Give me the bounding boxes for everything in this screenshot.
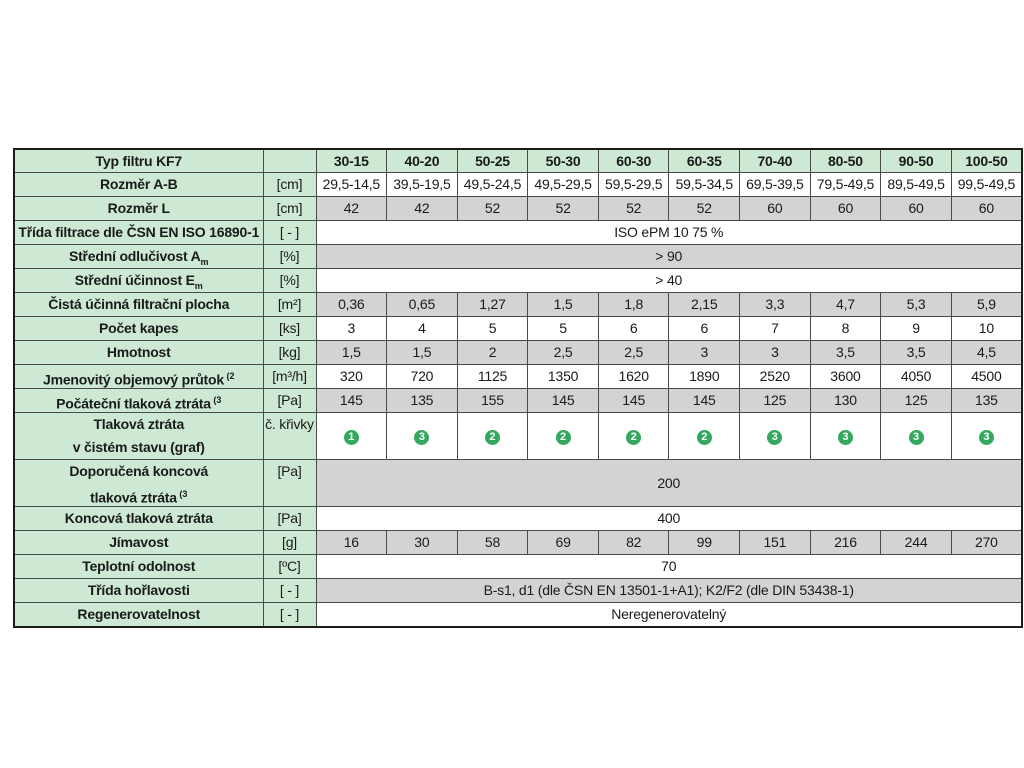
cell-value: 320 <box>316 364 387 388</box>
cell-value: 42 <box>387 196 458 220</box>
cell-value: 130 <box>810 388 881 412</box>
cell-value: 151 <box>740 530 811 554</box>
merged-value-cell: Neregenerovatelný <box>316 602 1022 627</box>
table-row <box>14 268 1022 292</box>
cell-value: 3 <box>316 316 387 340</box>
filter-spec-table <box>13 148 1023 628</box>
curve-number-cell <box>669 412 740 459</box>
curve-number-cell <box>598 412 669 459</box>
cell-value: 30 <box>387 530 458 554</box>
curve-number-badge: 2 <box>485 430 500 445</box>
table-row <box>14 412 1022 459</box>
cell-value: 60 <box>951 196 1022 220</box>
cell-value: 49,5-29,5 <box>528 172 599 196</box>
cell-value: 69 <box>528 530 599 554</box>
row-unit: [kg] <box>263 340 316 364</box>
curve-number-badge: 2 <box>556 430 571 445</box>
cell-value: 1,27 <box>457 292 528 316</box>
cell-value: 1620 <box>598 364 669 388</box>
merged-value-cell: > 40 <box>316 268 1022 292</box>
cell-value: 42 <box>316 196 387 220</box>
table-title-cell: Typ filtru KF7 <box>14 149 263 172</box>
column-header: 90-50 <box>881 149 952 172</box>
cell-value: 4,5 <box>951 340 1022 364</box>
row-label: Střední účinnost $E_m$ <box>14 268 263 292</box>
curve-number-badge: 3 <box>909 430 924 445</box>
row-label: Regenerovatelnost <box>14 602 263 627</box>
curve-number-cell <box>457 412 528 459</box>
cell-value: 4 <box>387 316 458 340</box>
table-row <box>14 530 1022 554</box>
column-header: 100-50 <box>951 149 1022 172</box>
cell-value: 135 <box>387 388 458 412</box>
cell-value: 0,65 <box>387 292 458 316</box>
cell-value: 29,5-14,5 <box>316 172 387 196</box>
curve-number-badge: 2 <box>626 430 641 445</box>
merged-value-cell: 70 <box>316 554 1022 578</box>
row-unit: [ºC] <box>263 554 316 578</box>
cell-value: 52 <box>457 196 528 220</box>
row-unit: [Pa] <box>263 506 316 530</box>
row-unit: [g] <box>263 530 316 554</box>
row-unit: [ks] <box>263 316 316 340</box>
column-header: 30-15 <box>316 149 387 172</box>
table-body <box>14 149 1022 627</box>
cell-value: 1125 <box>457 364 528 388</box>
cell-value: 69,5-39,5 <box>740 172 811 196</box>
cell-value: 5,3 <box>881 292 952 316</box>
row-label: Rozměr A-B <box>14 172 263 196</box>
row-label: Tlaková ztráta v čistém stavu (graf) <box>14 412 263 459</box>
row-label: Rozměr L <box>14 196 263 220</box>
cell-value: 16 <box>316 530 387 554</box>
cell-value: 10 <box>951 316 1022 340</box>
cell-value: 49,5-24,5 <box>457 172 528 196</box>
column-header: 50-25 <box>457 149 528 172</box>
unit-header-cell <box>263 149 316 172</box>
cell-value: 52 <box>528 196 599 220</box>
cell-value: 60 <box>881 196 952 220</box>
table-row <box>14 459 1022 506</box>
column-header: 40-20 <box>387 149 458 172</box>
row-label: Teplotní odolnost <box>14 554 263 578</box>
cell-value: 145 <box>669 388 740 412</box>
cell-value: 3600 <box>810 364 881 388</box>
curve-number-cell <box>810 412 881 459</box>
row-unit: [ - ] <box>263 602 316 627</box>
row-label: Třída filtrace dle ČSN EN ISO 16890-1 <box>14 220 263 244</box>
merged-value-cell: 400 <box>316 506 1022 530</box>
cell-value: 125 <box>740 388 811 412</box>
cell-value: 79,5-49,5 <box>810 172 881 196</box>
column-header: 70-40 <box>740 149 811 172</box>
row-label: Střední odlučivost $A_m$ <box>14 244 263 268</box>
row-unit: [ - ] <box>263 220 316 244</box>
cell-value: 2,15 <box>669 292 740 316</box>
cell-value: 1350 <box>528 364 599 388</box>
cell-value: 60 <box>810 196 881 220</box>
column-header: 80-50 <box>810 149 881 172</box>
table-row <box>14 172 1022 196</box>
row-unit: [m³/h] <box>263 364 316 388</box>
row-label: Jímavost <box>14 530 263 554</box>
cell-value: 89,5-49,5 <box>881 172 952 196</box>
cell-value: 7 <box>740 316 811 340</box>
cell-value: 3 <box>669 340 740 364</box>
row-unit: [m²] <box>263 292 316 316</box>
cell-value: 3 <box>740 340 811 364</box>
row-unit: [%] <box>263 268 316 292</box>
row-unit: [%] <box>263 244 316 268</box>
cell-value: 2520 <box>740 364 811 388</box>
cell-value: 5 <box>457 316 528 340</box>
cell-value: 8 <box>810 316 881 340</box>
cell-value: 3,5 <box>810 340 881 364</box>
cell-value: 4500 <box>951 364 1022 388</box>
merged-value-cell: B-s1, d1 (dle ČSN EN 13501-1+A1); K2/F2 (dle DIN 53438-1) <box>316 578 1022 602</box>
cell-value: 2,5 <box>528 340 599 364</box>
table-row <box>14 316 1022 340</box>
cell-value: 9 <box>881 316 952 340</box>
table-row <box>14 364 1022 388</box>
cell-value: 0,36 <box>316 292 387 316</box>
cell-value: 720 <box>387 364 458 388</box>
merged-value-cell: > 90 <box>316 244 1022 268</box>
table-row <box>14 244 1022 268</box>
row-unit: [Pa] <box>263 388 316 412</box>
cell-value: 2 <box>457 340 528 364</box>
table-row <box>14 340 1022 364</box>
curve-number-cell <box>316 412 387 459</box>
row-label: Koncová tlaková ztráta <box>14 506 263 530</box>
cell-value: 6 <box>669 316 740 340</box>
column-header: 50-30 <box>528 149 599 172</box>
table-row <box>14 554 1022 578</box>
row-unit: [Pa] <box>263 459 316 506</box>
cell-value: 2,5 <box>598 340 669 364</box>
row-label: Počáteční tlaková ztráta $^{(3}$ <box>14 388 263 412</box>
curve-number-badge: 2 <box>697 430 712 445</box>
cell-value: 155 <box>457 388 528 412</box>
cell-value: 52 <box>669 196 740 220</box>
header-row <box>14 149 1022 172</box>
column-header: 60-30 <box>598 149 669 172</box>
row-label: Čistá účinná filtrační plocha <box>14 292 263 316</box>
cell-value: 99,5-49,5 <box>951 172 1022 196</box>
curve-number-badge: 1 <box>344 430 359 445</box>
cell-value: 244 <box>881 530 952 554</box>
curve-number-badge: 3 <box>414 430 429 445</box>
cell-value: 1,8 <box>598 292 669 316</box>
cell-value: 58 <box>457 530 528 554</box>
cell-value: 1890 <box>669 364 740 388</box>
row-label: Jmenovitý objemový průtok $^{(2}$ <box>14 364 263 388</box>
curve-number-badge: 3 <box>767 430 782 445</box>
curve-number-cell <box>387 412 458 459</box>
row-unit: [ - ] <box>263 578 316 602</box>
cell-value: 216 <box>810 530 881 554</box>
cell-value: 6 <box>598 316 669 340</box>
row-label: Třída hořlavosti <box>14 578 263 602</box>
cell-value: 145 <box>316 388 387 412</box>
curve-number-badge: 3 <box>979 430 994 445</box>
cell-value: 99 <box>669 530 740 554</box>
table-row <box>14 602 1022 627</box>
curve-number-cell <box>881 412 952 459</box>
column-header: 60-35 <box>669 149 740 172</box>
row-label: Doporučená koncová tlaková ztráta $^{(3}$ <box>14 459 263 506</box>
table-row <box>14 578 1022 602</box>
cell-value: 3,3 <box>740 292 811 316</box>
cell-value: 39,5-19,5 <box>387 172 458 196</box>
cell-value: 125 <box>881 388 952 412</box>
cell-value: 5 <box>528 316 599 340</box>
cell-value: 135 <box>951 388 1022 412</box>
curve-number-cell <box>951 412 1022 459</box>
cell-value: 270 <box>951 530 1022 554</box>
cell-value: 145 <box>528 388 599 412</box>
cell-value: 60 <box>740 196 811 220</box>
table-row <box>14 506 1022 530</box>
table-row <box>14 292 1022 316</box>
cell-value: 4050 <box>881 364 952 388</box>
merged-value-cell: ISO ePM 10 75 % <box>316 220 1022 244</box>
cell-value: 59,5-29,5 <box>598 172 669 196</box>
cell-value: 1,5 <box>316 340 387 364</box>
table-row <box>14 196 1022 220</box>
curve-number-cell <box>740 412 811 459</box>
merged-value-cell: 200 <box>316 459 1022 506</box>
cell-value: 52 <box>598 196 669 220</box>
cell-value: 59,5-34,5 <box>669 172 740 196</box>
cell-value: 5,9 <box>951 292 1022 316</box>
row-label: Hmotnost <box>14 340 263 364</box>
cell-value: 1,5 <box>387 340 458 364</box>
row-unit: [cm] <box>263 172 316 196</box>
curve-number-badge: 3 <box>838 430 853 445</box>
cell-value: 1,5 <box>528 292 599 316</box>
cell-value: 145 <box>598 388 669 412</box>
table-row <box>14 388 1022 412</box>
row-unit: č. křivky <box>263 412 316 459</box>
table-row <box>14 220 1022 244</box>
cell-value: 3,5 <box>881 340 952 364</box>
cell-value: 4,7 <box>810 292 881 316</box>
row-unit: [cm] <box>263 196 316 220</box>
cell-value: 82 <box>598 530 669 554</box>
curve-number-cell <box>528 412 599 459</box>
row-label: Počet kapes <box>14 316 263 340</box>
